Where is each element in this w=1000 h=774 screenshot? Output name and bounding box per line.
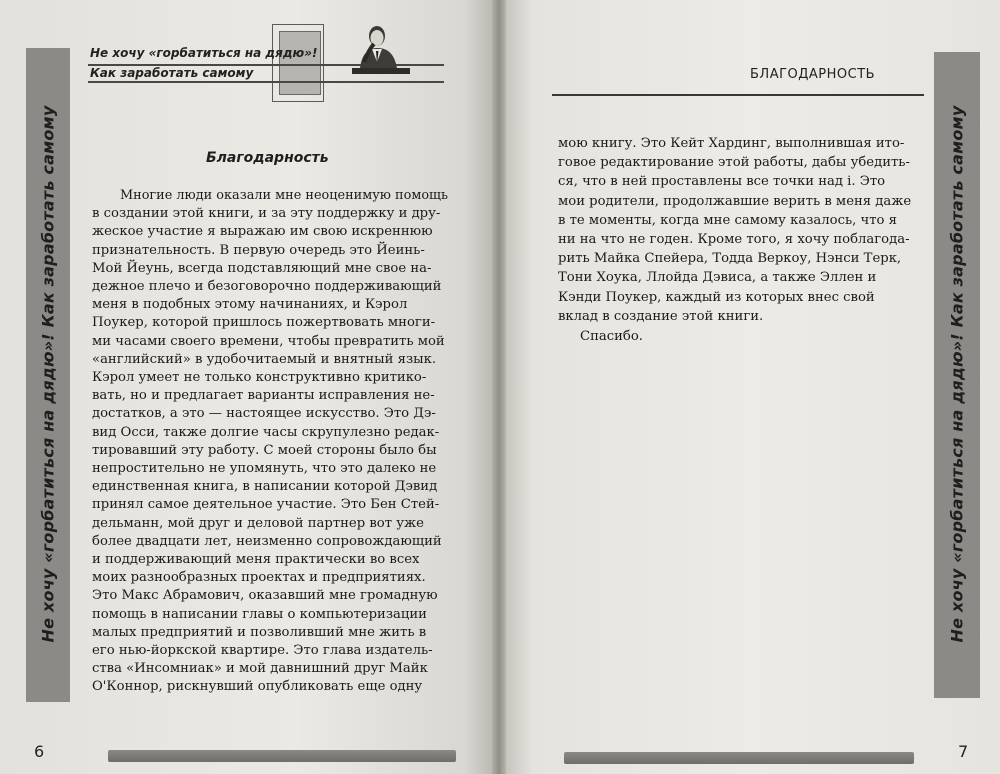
header-rule-bottom xyxy=(88,81,444,83)
text-line: помощь в написании главы о компьютеризации xyxy=(92,606,427,622)
text-line: Поукер, которой пришлось пожертвовать многи- xyxy=(92,315,436,331)
text-line: Многие люди оказали мне неоценимую помощь xyxy=(120,188,448,203)
text-line: вид Осси, также долгие часы скрупулезно редак- xyxy=(92,424,440,440)
text-line: мою книгу. Это Кейт Хардинг, выполнившая ито- xyxy=(558,136,905,151)
text-line: в те моменты, когда мне самому казалось, что я xyxy=(558,212,897,228)
text-line: Кэнди Поукер, каждый из которых внес свой xyxy=(558,289,875,305)
left-footer-bar xyxy=(108,750,456,762)
text-line: принял самое деятельное участие. Это Бен Стей- xyxy=(92,497,440,513)
header-frame-inner xyxy=(279,31,321,95)
text-line: достатков, а это — настоящее искусство. Это Дэ- xyxy=(92,406,436,422)
running-head-rule xyxy=(552,94,924,96)
right-page-number: 7 xyxy=(958,742,969,761)
text-line: ми часами своего времени, чтобы превратить мой xyxy=(92,333,445,349)
text-line: единственная книга, в написании которой Дэвид xyxy=(92,479,438,495)
running-head: БЛАГОДАРНОСТЬ xyxy=(750,67,876,82)
right-side-tab-text: Не хочу «горбатиться на дядю»! Как заработать самому xyxy=(947,105,967,643)
man-at-desk-illustration xyxy=(350,22,412,80)
text-line: жеское участие я выражаю им свою искреннюю xyxy=(92,224,433,240)
text-line: в создании этой книги, и за эту поддержку и дру- xyxy=(92,206,441,222)
text-line: непростительно не упомянуть, что это далеко не xyxy=(92,461,437,476)
text-line: его нью-йоркской квартире. Это глава издатель- xyxy=(92,643,433,658)
text-line: ни на что не годен. Кроме того, я хочу поблагода- xyxy=(558,232,910,247)
text-line: О'Коннор, рискнувший опубликовать еще одну xyxy=(92,679,423,695)
text-line: Мой Йеунь, всегда подставляющий мне свое на- xyxy=(92,260,432,276)
text-line: и поддерживающий меня практически во всех xyxy=(92,552,420,567)
text-line: меня в подобных этому начинаниях, и Кэрол xyxy=(92,297,408,313)
text-line: мои родители, продолжавшие верить в меня даже xyxy=(558,193,912,209)
header-book-title-line2: Как заработать самому xyxy=(90,66,254,80)
text-line: ся, что в ней проставлены все точки над i. Это xyxy=(558,174,886,190)
text-line: Тони Хоука, Ллойда Дэвиса, а также Эллен и xyxy=(558,270,877,286)
book-gutter xyxy=(492,0,506,774)
left-side-tab-text: Не хочу «горбатиться на дядю»! Как заработать самому xyxy=(38,105,58,643)
text-line: малых предприятий и позволивший мне жить в xyxy=(92,624,427,640)
text-line: говое редактирование этой работы, дабы убедить- xyxy=(558,155,910,171)
text-line: моих разнообразных проектах и предприятиях. xyxy=(92,570,426,586)
text-line: дельманн, мой друг и деловой партнер вот уже xyxy=(92,515,424,531)
text-line: дежное плечо и безоговорочно поддерживающий xyxy=(92,279,442,294)
closing-line: Спасибо. xyxy=(580,329,643,344)
text-line: Кэрол умеет не только конструктивно критико- xyxy=(92,370,427,385)
text-line: «английский» в удобочитаемый и внятный язык. xyxy=(92,351,437,367)
text-line: тировавший эту работу. С моей стороны было бы xyxy=(92,442,437,458)
right-page xyxy=(503,0,1000,774)
text-line: ства «Инсомниак» и мой давнишний друг Майк xyxy=(92,661,428,677)
text-line: вклад в создание этой книги. xyxy=(558,308,764,324)
left-page-number: 6 xyxy=(34,742,45,761)
text-line: вать, но и предлагает варианты исправления не- xyxy=(92,388,435,404)
right-footer-bar xyxy=(564,752,914,764)
text-line: признательность. В первую очередь это Йеинь- xyxy=(92,242,425,258)
text-line: более двадцати лет, неизменно сопровождающий xyxy=(92,533,442,549)
section-title: Благодарность xyxy=(206,150,329,166)
text-line: рить Майка Спейера, Тодда Веркоу, Нэнси Терк, xyxy=(558,251,902,267)
text-line: Это Макс Абрамович, оказавший мне громадную xyxy=(92,588,438,604)
header-book-title-line1: Не хочу «горбатиться на дядю»! xyxy=(90,46,318,60)
